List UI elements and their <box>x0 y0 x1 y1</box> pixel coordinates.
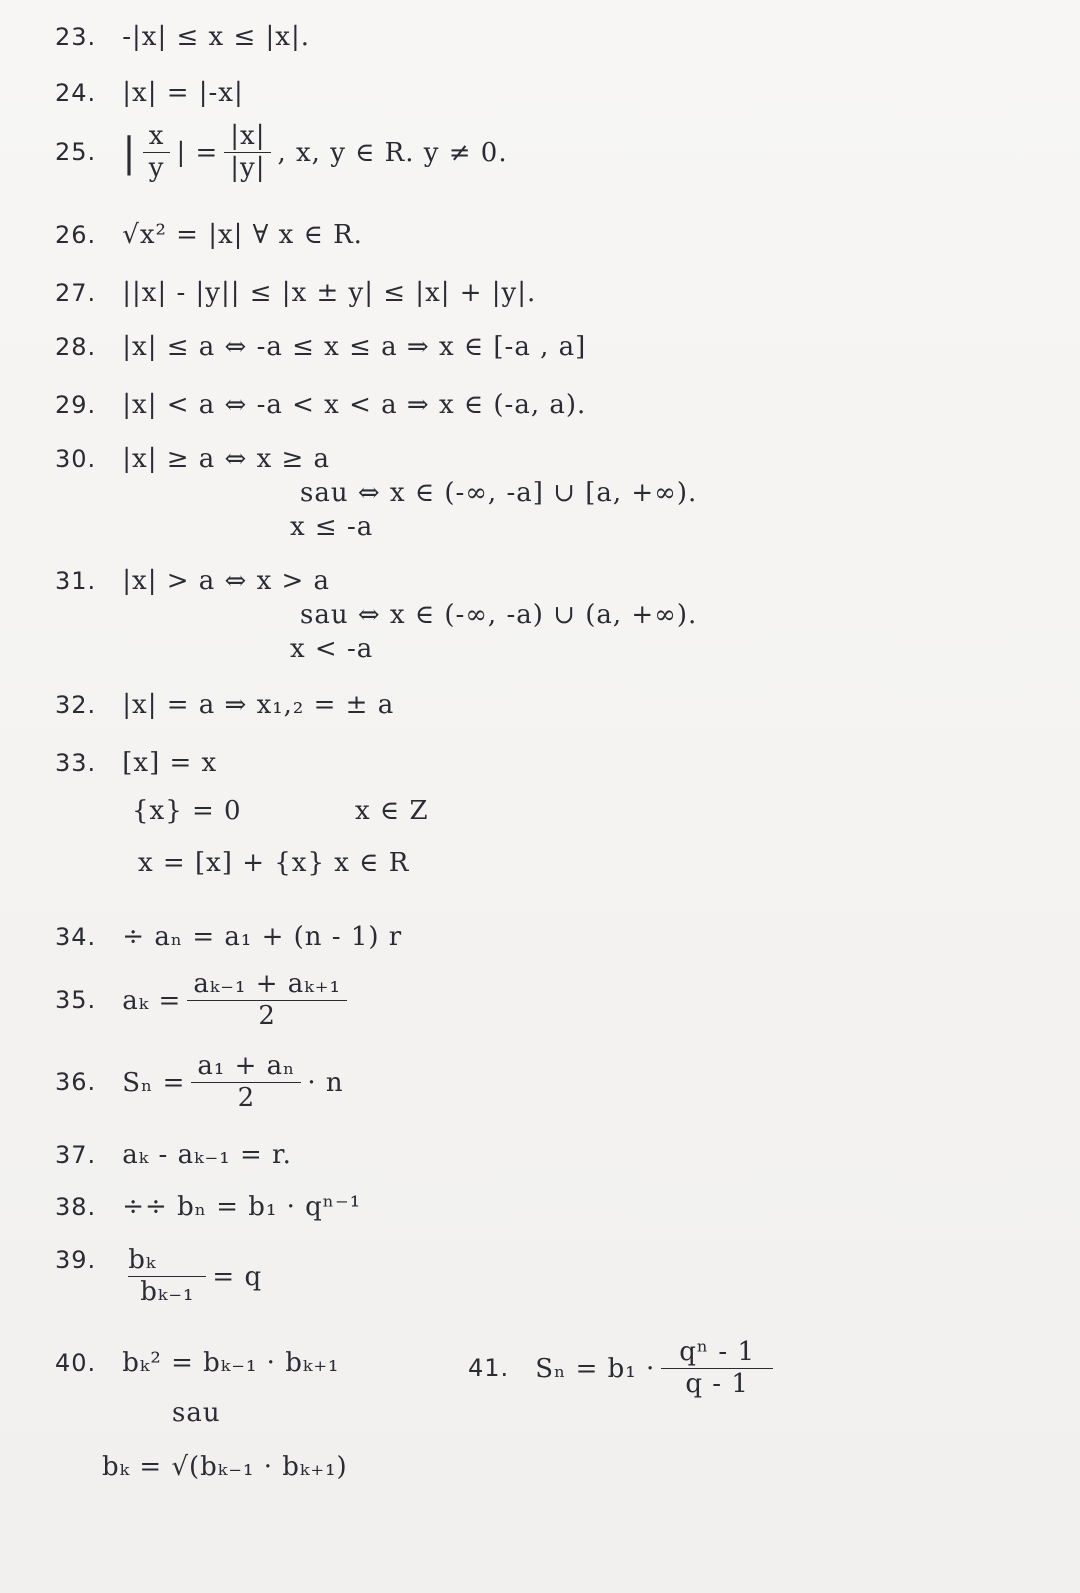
formula-33-decomposition: x = [x] + {x} x ∈ R <box>138 848 410 878</box>
denominator: 2 <box>237 1082 256 1113</box>
formula-23 <box>55 22 310 52</box>
formula-number: 37. <box>55 1141 97 1169</box>
formula-33 <box>55 748 217 778</box>
formula-number: 24. <box>55 79 97 107</box>
formula-27 <box>55 278 536 308</box>
formula-31-union: sau ⇔ x ∈ (-∞, -a) ∪ (a, +∞). <box>300 600 698 630</box>
formula-number: 38. <box>55 1193 97 1221</box>
formula-25 <box>55 122 508 184</box>
formula-expression: ÷÷ bₙ = b₁ · qⁿ⁻¹ <box>122 1192 362 1222</box>
formula-number: 23. <box>55 23 97 51</box>
formula-34 <box>55 922 402 952</box>
formula-expression: bₖ² = bₖ₋₁ · bₖ₊₁ <box>122 1348 340 1378</box>
formula-39 <box>55 1246 262 1308</box>
formula-number: 41. <box>468 1354 510 1383</box>
numerator: |x| <box>224 122 271 153</box>
formula-28 <box>55 332 586 362</box>
formula-expression: |x| ≤ a ⇔ -a ≤ x ≤ a ⇒ x ∈ [-a , a] <box>122 332 587 362</box>
formula-number: 28. <box>55 333 97 361</box>
formula-30 <box>55 444 330 474</box>
formula-expression <box>122 970 353 1032</box>
formula-36 <box>55 1052 344 1114</box>
equals: | = <box>176 138 219 169</box>
formula-30-alt: x ≤ -a <box>290 512 374 542</box>
formula-number: 39. <box>55 1246 97 1274</box>
formula-number: 35. <box>55 986 97 1015</box>
denominator: y <box>148 152 165 183</box>
fraction <box>661 1338 773 1400</box>
formula-40-root: bₖ = √(bₖ₋₁ · bₖ₊₁) <box>102 1452 348 1482</box>
ratio: = q <box>212 1262 263 1293</box>
formula-expression: |x| > a ⇔ x > a <box>122 566 331 596</box>
denominator: bₖ₋₁ <box>140 1276 195 1307</box>
numerator: a₁ + aₙ <box>191 1052 301 1083</box>
formula-26 <box>55 220 363 250</box>
formula-expression: [x] = x <box>122 748 218 778</box>
formula-expression: ÷ aₙ = a₁ + (n - 1) r <box>122 922 403 952</box>
numerator: qⁿ - 1 <box>661 1338 773 1369</box>
formula-35 <box>55 970 353 1032</box>
denominator: 2 <box>258 1000 276 1031</box>
fraction <box>187 970 347 1032</box>
numerator: x <box>143 122 171 153</box>
formula-40 <box>55 1348 339 1378</box>
formula-40-or: sau <box>172 1398 221 1428</box>
formula-number: 33. <box>55 749 97 777</box>
formula-expression: -|x| ≤ x ≤ |x|. <box>122 22 310 52</box>
formula-expression <box>122 1052 343 1114</box>
lhs: Sₙ = b₁ · <box>535 1354 656 1385</box>
formula-30-union: sau ⇔ x ∈ (-∞, -a] ∪ [a, +∞). <box>300 478 698 508</box>
formula-expression: √x² = |x| ∀ x ∈ R. <box>122 220 363 250</box>
formula-number: 40. <box>55 1349 97 1377</box>
formula-expression <box>122 1246 262 1308</box>
formula-33-condition: x ∈ Z <box>355 796 429 826</box>
formula-number: 31. <box>55 567 97 595</box>
numerator: bₖ <box>128 1246 206 1277</box>
formula-29 <box>55 390 586 420</box>
formula-expression: ||x| - |y|| ≤ |x ± y| ≤ |x| + |y|. <box>122 278 537 308</box>
formula-38 <box>55 1192 361 1222</box>
formula-number: 36. <box>55 1068 97 1097</box>
fraction <box>224 122 271 184</box>
formula-31 <box>55 566 330 596</box>
formula-expression: |x| ≥ a ⇔ x ≥ a <box>122 444 331 474</box>
formula-expression <box>535 1338 779 1400</box>
formula-number: 32. <box>55 691 97 719</box>
formula-31-alt: x < -a <box>290 634 374 664</box>
formula-expression: aₖ - aₖ₋₁ = r. <box>122 1140 292 1170</box>
denominator: q - 1 <box>685 1368 749 1399</box>
formula-number: 27. <box>55 279 97 307</box>
formula-expression <box>122 122 507 184</box>
formula-number: 29. <box>55 391 97 419</box>
formula-32 <box>55 690 394 720</box>
condition: , x, y ∈ R. y ≠ 0. <box>277 138 508 169</box>
formula-expression: |x| = a ⇒ x₁,₂ = ± a <box>122 690 395 720</box>
numerator: aₖ₋₁ + aₖ₊₁ <box>187 970 347 1001</box>
abs-bar: | <box>122 130 137 177</box>
formula-number: 34. <box>55 923 97 951</box>
formula-24 <box>55 78 244 108</box>
fraction <box>191 1052 301 1114</box>
fraction <box>143 122 171 184</box>
formula-41 <box>468 1338 779 1400</box>
lhs: aₖ = <box>122 986 182 1017</box>
multiplier: · n <box>307 1068 344 1099</box>
denominator: |y| <box>230 152 266 183</box>
fraction <box>128 1246 206 1308</box>
formula-number: 30. <box>55 445 97 473</box>
formula-expression: |x| = |-x| <box>122 78 244 108</box>
formula-37 <box>55 1140 292 1170</box>
formula-number: 25. <box>55 138 97 167</box>
formula-expression: |x| < a ⇔ -a < x < a ⇒ x ∈ (-a, a). <box>122 390 587 420</box>
formula-33-fraction-part: {x} = 0 <box>132 796 242 826</box>
formula-number: 26. <box>55 221 97 249</box>
lhs: Sₙ = <box>122 1068 186 1099</box>
